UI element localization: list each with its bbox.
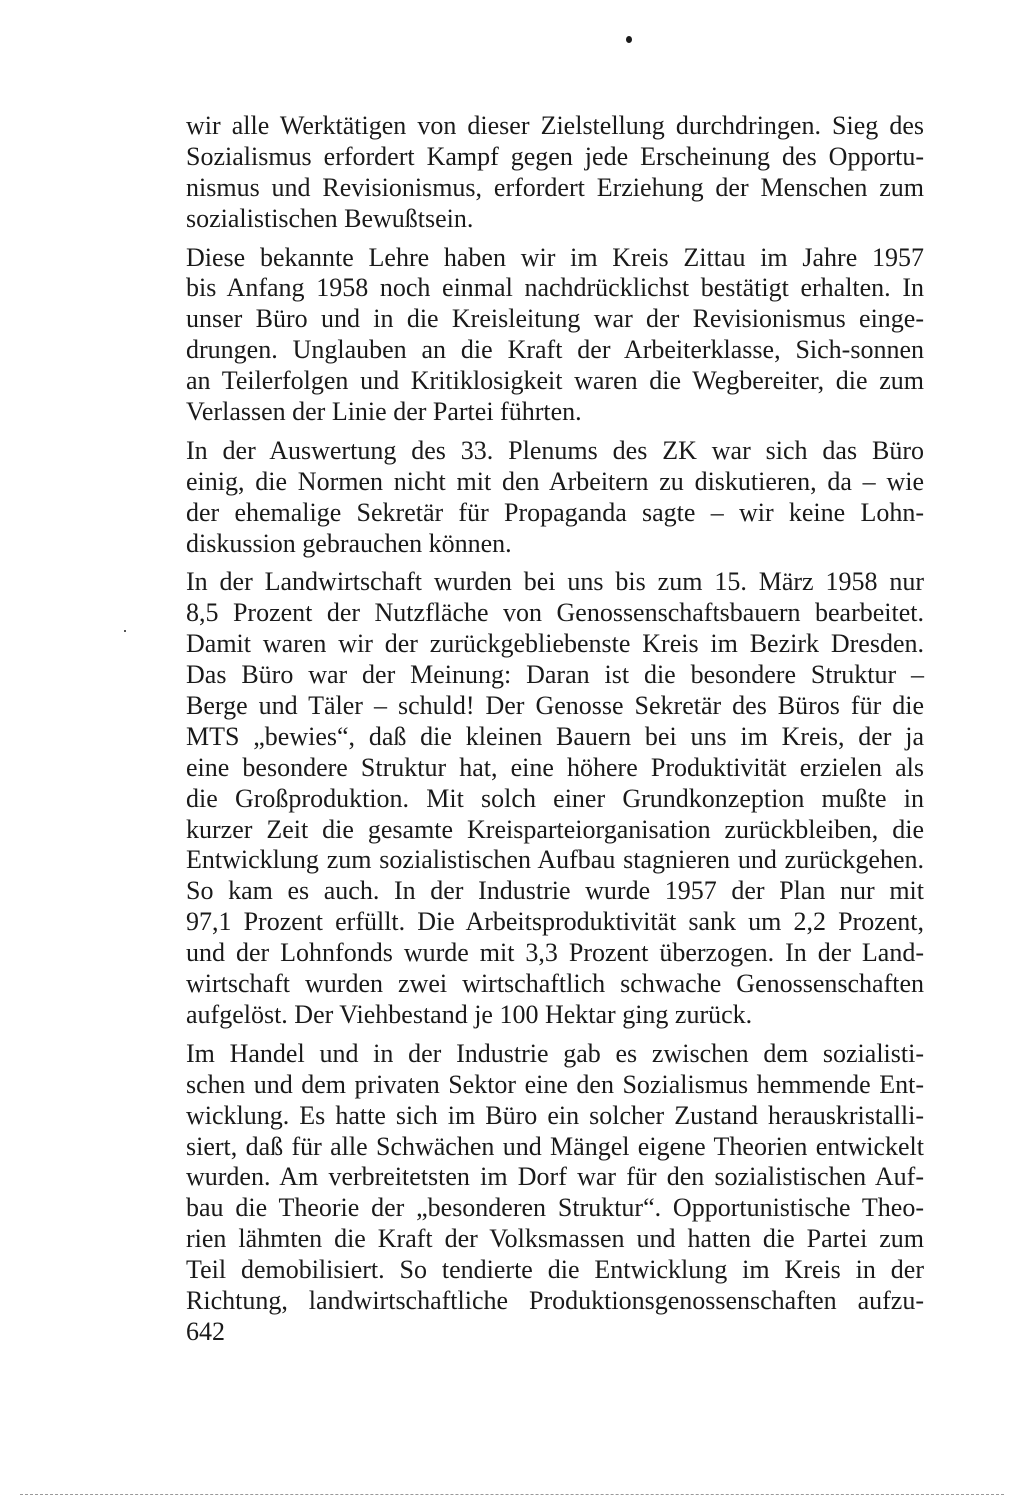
text-line: Im Handel und in der Industrie gab es zwischen dem sozialisti- <box>186 1038 924 1068</box>
paragraph <box>186 1039 924 1317</box>
text-line: In der Landwirtschaft wurden bei uns bis zum 15. März 1958 nur <box>186 567 924 597</box>
paragraph <box>186 243 924 428</box>
text-line: Diese bekannte Lehre haben wir im Kreis Zittau im Jahre 1957 <box>186 242 924 272</box>
text-line: bau die Theorie der „besonderen Struktur“. Opportunistische Theo- <box>186 1193 924 1223</box>
body-text <box>186 111 924 1325</box>
paragraph <box>186 436 924 560</box>
page-number: 642 <box>186 1317 225 1346</box>
text-line: bis Anfang 1958 noch einmal nachdrücklichst bestätigt erhalten. In <box>186 273 924 303</box>
ink-speck <box>124 630 126 632</box>
text-line: Das Büro war der Meinung: Daran ist die besondere Struktur – <box>186 660 924 690</box>
text-line: eine besondere Struktur hat, eine höhere Produktivität erzielen als <box>186 752 924 782</box>
text-line: die Großproduktion. Mit solch einer Grundkonzeption mußte in <box>186 783 924 813</box>
text-line: Teil demobilisiert. So tendierte die Entwicklung im Kreis in der <box>186 1255 924 1285</box>
text-line: drungen. Unglauben an die Kraft der Arbeiterklasse, Sich-sonnen <box>186 335 924 365</box>
text-line: einig, die Normen nicht mit den Arbeitern zu diskutieren, da – wie <box>186 466 924 496</box>
paragraph <box>186 111 924 235</box>
text-line: rien lähmten die Kraft der Volksmassen und hatten die Partei zum <box>186 1224 924 1254</box>
text-line: Entwicklung zum sozialistischen Aufbau stagnieren und zurückgehen. <box>186 845 924 875</box>
text-line: diskussion gebrauchen können. <box>186 528 512 558</box>
text-line: kurzer Zeit die gesamte Kreisparteiorganisation zurückbleiben, die <box>186 814 924 844</box>
text-line: schen und dem privaten Sektor eine den Sozialismus hemmende Ent- <box>186 1069 924 1099</box>
text-line: unser Büro und in die Kreisleitung war der Revisionismus einge- <box>186 304 924 334</box>
paragraph <box>186 567 924 1030</box>
text-line: MTS „bewies“, daß die kleinen Bauern bei uns im Kreis, der ja <box>186 721 924 751</box>
text-line: Berge und Täler – schuld! Der Genosse Sekretär des Büros für die <box>186 691 924 721</box>
ink-dot <box>626 36 632 43</box>
text-line: So kam es auch. In der Industrie wurde 1957 der Plan nur mit <box>186 876 924 906</box>
text-line: Verlassen der Linie der Partei führten. <box>186 397 582 427</box>
text-line: In der Auswertung des 33. Plenums des ZK war sich das Büro <box>186 435 924 465</box>
text-line: an Teilerfolgen und Kritiklosigkeit waren die Wegbereiter, die zum <box>186 366 924 396</box>
text-line: wir alle Werktätigen von dieser Zielstellung durchdringen. Sieg des <box>186 111 924 140</box>
text-line: wirtschaft wurden zwei wirtschaftlich schwache Genossenschaften <box>186 969 924 999</box>
text-line: wurden. Am verbreitetsten im Dorf war für den sozialistischen Auf- <box>186 1162 924 1192</box>
text-line: 8,5 Prozent der Nutzfläche von Genossenschaftsbauern bearbeitet. <box>186 598 924 628</box>
text-line: nismus und Revisionismus, erfordert Erziehung der Menschen zum <box>186 172 924 202</box>
text-line: siert, daß für alle Schwächen und Mängel eigene Theorien entwickelt <box>186 1131 924 1161</box>
scan-edge <box>20 1494 1004 1495</box>
text-line: der ehemalige Sekretär für Propaganda sagte – wir keine Lohn- <box>186 497 924 527</box>
text-line: wicklung. Es hatte sich im Büro ein solcher Zustand herauskristalli- <box>186 1100 924 1130</box>
text-line: aufgelöst. Der Viehbestand je 100 Hektar ging zurück. <box>186 999 753 1029</box>
text-line: Richtung, landwirtschaftliche Produktionsgenossenschaften aufzu- <box>186 1285 924 1315</box>
text-line: und der Lohnfonds wurde mit 3,3 Prozent überzogen. In der Land- <box>186 938 924 968</box>
text-line: Sozialismus erfordert Kampf gegen jede Erscheinung des Opportu- <box>186 141 924 171</box>
text-line: 97,1 Prozent erfüllt. Die Arbeitsproduktivität sank um 2,2 Prozent, <box>186 907 924 937</box>
text-line: Damit waren wir der zurückgebliebenste Kreis im Bezirk Dresden. <box>186 629 924 659</box>
text-line: sozialistischen Bewußtsein. <box>186 203 474 233</box>
